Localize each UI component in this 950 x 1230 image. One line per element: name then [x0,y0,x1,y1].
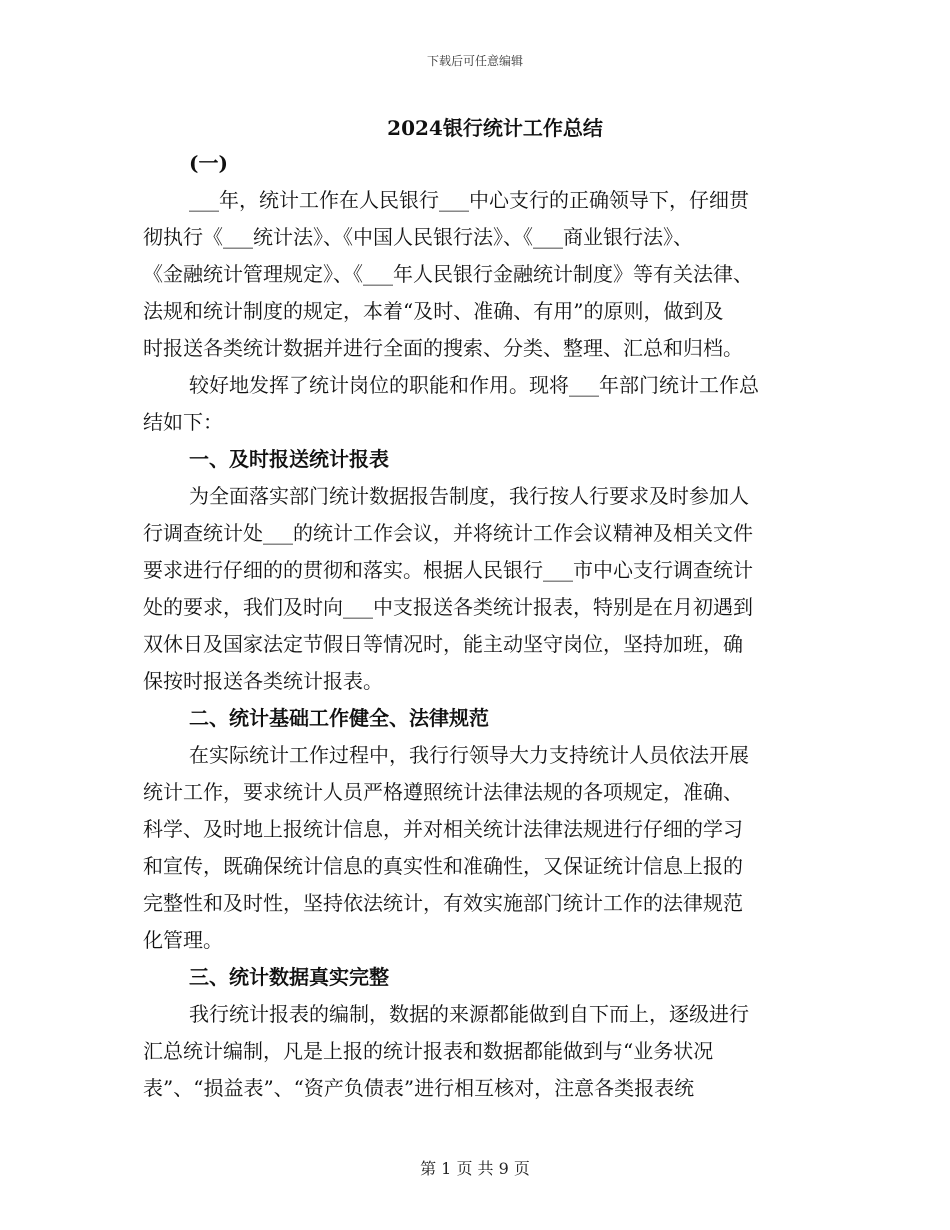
page-footer: 第 1 页 共 9 页 [420,1159,530,1178]
section-3-line: 表”、“损益表”、“资产负债表”进行相互核对，注意各类报表统 [143,1076,695,1100]
section-1-line: 保按时报送各类统计报表。 [143,669,383,693]
section-3-paragraph [143,996,823,1107]
section-3-line: 我行统计报表的编制，数据的来源都能做到自下而上，逐级进行 [189,1002,749,1026]
intro-line: 彻执行《___统计法》、《中国人民银行法》、《___商业银行法》、 [143,225,693,249]
intro-line: 时报送各类统计数据并进行全面的搜索、分类、整理、汇总和归档。 [143,336,743,360]
section-1-line: 行调查统计处___的统计工作会议，并将统计工作会议精神及相关文件 [143,521,753,545]
section-1-line: 要求进行仔细的的贯彻和落实。根据人民银行___市中心支行调查统计 [143,558,753,582]
section-2-line: 和宣传，既确保统计信息的真实性和准确性，又保证统计信息上报的 [143,854,743,878]
page-header: 下载后可任意编辑 [426,54,523,68]
section-2-line: 化管理。 [143,928,223,952]
section-2-line: 在实际统计工作过程中，我行行领导大力支持统计人员依法开展 [189,743,749,767]
intro-line: 《金融统计管理规定》、《___年人民银行金融统计制度》等有关法律、 [143,262,753,286]
intro-line: ___年，统计工作在人民银行___中心支行的正确领导下，仔细贯 [189,188,749,212]
section-heading-1: 一、及时报送统计报表 [189,447,389,471]
section-1-line: 为全面落实部门统计数据报告制度，我行按人行要求及时参加人 [189,484,749,508]
section-1-line: 双休日及国家法定节假日等情况时，能主动坚守岗位，坚持加班，确 [143,632,743,656]
section-3-line: 汇总统计编制，凡是上报的统计报表和数据都能做到与“业务状况 [143,1039,714,1063]
summary-line: 结如下： [143,410,223,434]
intro-line: 法规和统计制度的规定，本着“及时、准确、有用”的原则，做到及 [143,299,724,323]
summary-paragraph [143,367,823,441]
part-label: (一) [189,151,228,175]
section-2-line: 统计工作，要求统计人员严格遵照统计法律法规的各项规定，准确、 [143,780,743,804]
section-1-line: 处的要求，我们及时向___中支报送各类统计报表，特别是在月初遇到 [143,595,753,619]
intro-paragraph [143,182,823,367]
section-heading-2: 二、统计基础工作健全、法律规范 [189,706,489,730]
document-body [143,145,823,1107]
section-2-line: 完整性和及时性，坚持依法统计，有效实施部门统计工作的法律规范 [143,891,743,915]
section-2-paragraph [143,737,823,959]
summary-line: 较好地发挥了统计岗位的职能和作用。现将___年部门统计工作总 [189,373,759,397]
document-title: 2024银行统计工作总结 [387,116,603,140]
section-1-paragraph [143,478,823,700]
section-heading-3: 三、统计数据真实完整 [189,965,389,989]
section-2-line: 科学、及时地上报统计信息，并对相关统计法律法规进行仔细的学习 [143,817,743,841]
